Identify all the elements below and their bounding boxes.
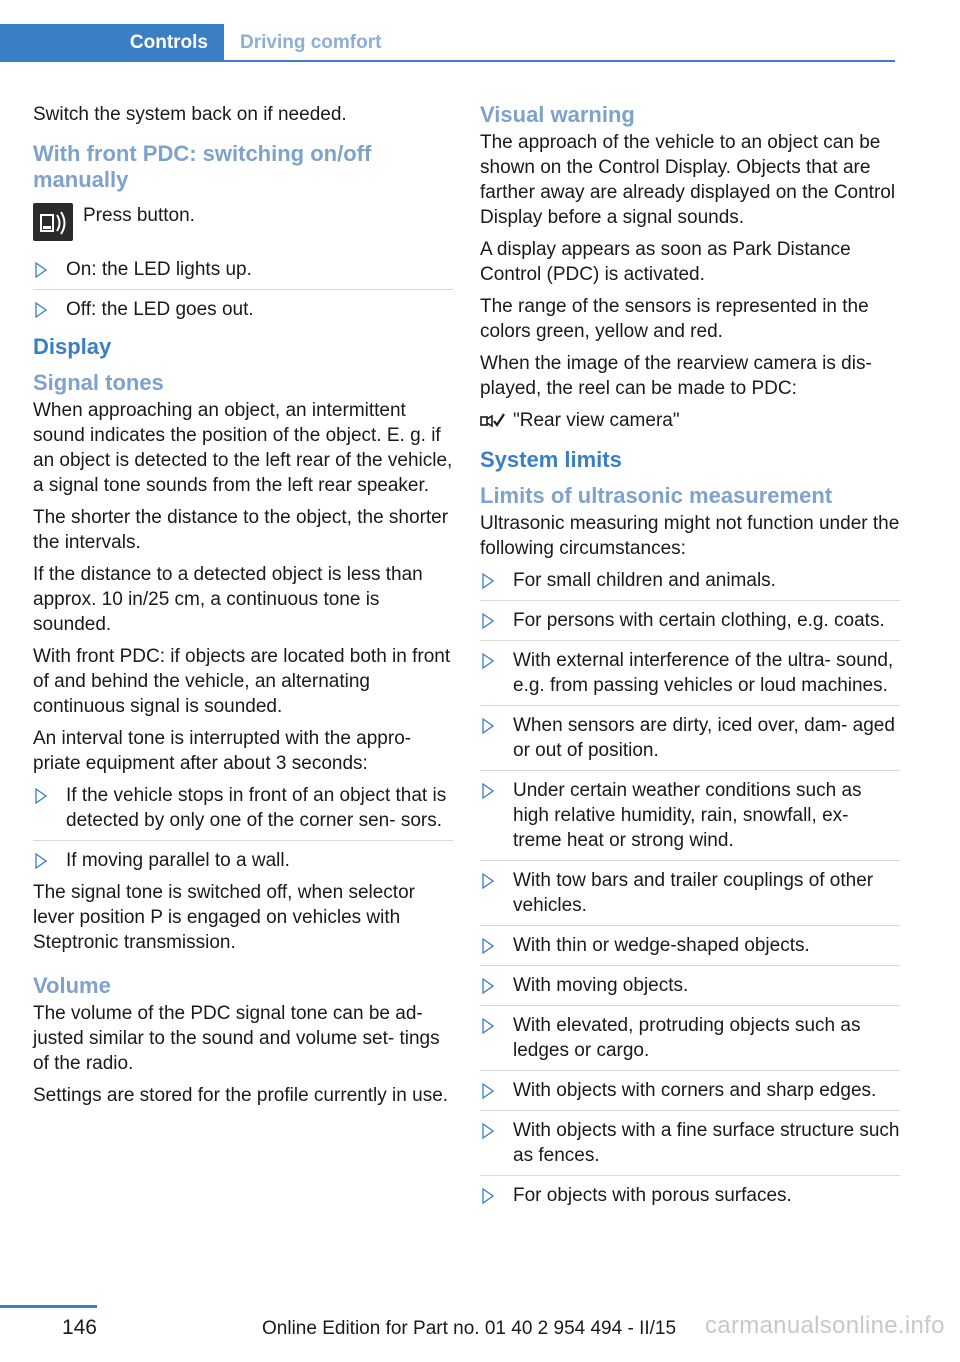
- front-pdc-heading: With front PDC: switching on/off manually: [33, 141, 372, 192]
- triangle-bullet-icon: [482, 938, 494, 954]
- list-item-text: With moving objects.: [513, 975, 689, 996]
- list-item-text: With tow bars and trailer couplings of other vehicles.: [513, 870, 874, 916]
- edition-text: Online Edition for Part no. 01 40 2 954 494 - II/15: [262, 1318, 677, 1339]
- rear-view-camera-icon: [480, 411, 506, 431]
- signal-text-5: An interval tone is interrupted with the appro‐ priate equipment after about 3 seconds:: [33, 728, 412, 774]
- tab-controls[interactable]: Controls: [0, 24, 224, 62]
- triangle-bullet-icon: [482, 718, 494, 734]
- signal-text-4: With front PDC: if objects are located both in front of and behind the vehicle, an alternating continuous signal is sounded.: [33, 646, 451, 717]
- header-tabs: [0, 24, 895, 62]
- triangle-bullet-icon: [35, 302, 47, 318]
- signal-text-6: The signal tone is switched off, when selector lever position P is engaged on vehicles with Steptronic transmission.: [33, 882, 415, 953]
- led-list: [33, 257, 453, 322]
- list-item: [480, 973, 900, 1006]
- list-item-text: If the vehicle stops in front of an object that is detected by only one of the corner sen‐ sors.: [66, 785, 447, 831]
- list-item: [480, 778, 900, 861]
- triangle-bullet-icon: [482, 873, 494, 889]
- triangle-bullet-icon: [35, 262, 47, 278]
- list-item: [480, 1183, 900, 1208]
- list-item-text: Off: the LED goes out.: [66, 299, 254, 320]
- visual-text-3: The range of the sensors is represented in the colors green, yellow and red.: [480, 296, 869, 342]
- visual-warning-heading: Visual warning: [480, 102, 635, 127]
- display-heading: Display: [33, 334, 112, 359]
- left-column: [33, 102, 453, 1115]
- ultrasonic-text: Ultrasonic measuring might not function under the following circumstances:: [480, 513, 900, 559]
- list-item-text: With elevated, protruding objects such as ledges or cargo.: [513, 1015, 861, 1061]
- triangle-bullet-icon: [35, 788, 47, 804]
- volume-heading: Volume: [33, 973, 111, 998]
- list-item: [480, 713, 900, 771]
- list-item-text: With thin or wedge-shaped objects.: [513, 935, 810, 956]
- list-item-text: With external interference of the ultra‐ sound, e.g. from passing vehicles or loud machines.: [513, 650, 894, 696]
- list-item: [480, 608, 900, 641]
- signal-text-2: The shorter the distance to the object, the shorter the intervals.: [33, 507, 449, 553]
- triangle-bullet-icon: [482, 1188, 494, 1204]
- list-item: [480, 1118, 900, 1176]
- right-column: [480, 102, 900, 1215]
- triangle-bullet-icon: [482, 783, 494, 799]
- triangle-bullet-icon: [482, 613, 494, 629]
- list-item: [480, 933, 900, 966]
- press-button-text: Press button.: [83, 205, 195, 226]
- list-item-text: For persons with certain clothing, e.g. coats.: [513, 610, 885, 631]
- list-item: [33, 848, 453, 873]
- visual-text-1: The approach of the vehicle to an object can be shown on the Control Display. Objects that are farther away are already displayed on the Control Display before a signal sounds.: [480, 132, 896, 228]
- signal-text-1: When approaching an object, an intermittent sound indicates the position of the object. E. g. if an object is detected to the left rear of the vehicle, a signal tone sounds from the left rear speaker.: [33, 400, 453, 496]
- list-item: [33, 783, 453, 841]
- page-number: 146: [61, 1316, 97, 1339]
- triangle-bullet-icon: [482, 1018, 494, 1034]
- press-button-line: [33, 203, 453, 243]
- visual-text-2: A display appears as soon as Park Distance Control (PDC) is activated.: [480, 239, 851, 285]
- list-item-text: For objects with porous surfaces.: [513, 1185, 792, 1206]
- camera-line: [480, 408, 900, 433]
- switch-on-text: Switch the system back on if needed.: [33, 104, 347, 125]
- volume-text-1: The volume of the PDC signal tone can be ad‐ justed similar to the sound and volume set‐ tings of the radio.: [33, 1003, 440, 1074]
- signal-text-3: If the distance to a detected object is less than approx. 10 in/25 cm, a continuous tone is sounded.: [33, 564, 423, 635]
- triangle-bullet-icon: [482, 653, 494, 669]
- camera-label: "Rear view camera": [513, 410, 680, 431]
- limits-list: [480, 568, 900, 1208]
- system-limits-heading: System limits: [480, 447, 622, 472]
- visual-text-4: When the image of the rearview camera is dis‐ played, the reel can be made to PDC:: [480, 353, 872, 399]
- volume-text-2: Settings are stored for the profile currently in use.: [33, 1085, 449, 1106]
- list-item: [33, 297, 453, 322]
- interrupt-list: [33, 783, 453, 873]
- list-item-text: On: the LED lights up.: [66, 259, 252, 280]
- list-item-text: With objects with a fine surface structure such as fences.: [513, 1120, 900, 1166]
- tab-driving-comfort[interactable]: Driving comfort: [240, 32, 382, 53]
- list-item-text: With objects with corners and sharp edges.: [513, 1080, 877, 1101]
- list-item: [480, 568, 900, 601]
- triangle-bullet-icon: [482, 573, 494, 589]
- list-item-text: When sensors are dirty, iced over, dam‐ aged or out of position.: [513, 715, 895, 761]
- triangle-bullet-icon: [482, 1083, 494, 1099]
- list-item: [480, 1078, 900, 1111]
- list-item-text: If moving parallel to a wall.: [66, 850, 290, 871]
- watermark: carmanualsonline.info: [705, 1312, 945, 1339]
- triangle-bullet-icon: [35, 853, 47, 869]
- triangle-bullet-icon: [482, 1123, 494, 1139]
- ultrasonic-heading: Limits of ultrasonic measurement: [480, 483, 833, 508]
- footer-accent-bar: [0, 1305, 97, 1308]
- list-item: [480, 648, 900, 706]
- triangle-bullet-icon: [482, 978, 494, 994]
- list-item: [480, 1013, 900, 1071]
- pdc-button-icon: [33, 203, 73, 241]
- signal-tones-heading: Signal tones: [33, 370, 164, 395]
- list-item-text: Under certain weather conditions such as high relative humidity, rain, snowfall, ex‐ treme heat or strong wind.: [513, 780, 862, 851]
- list-item: [33, 257, 453, 290]
- list-item: [480, 868, 900, 926]
- list-item-text: For small children and animals.: [513, 570, 776, 591]
